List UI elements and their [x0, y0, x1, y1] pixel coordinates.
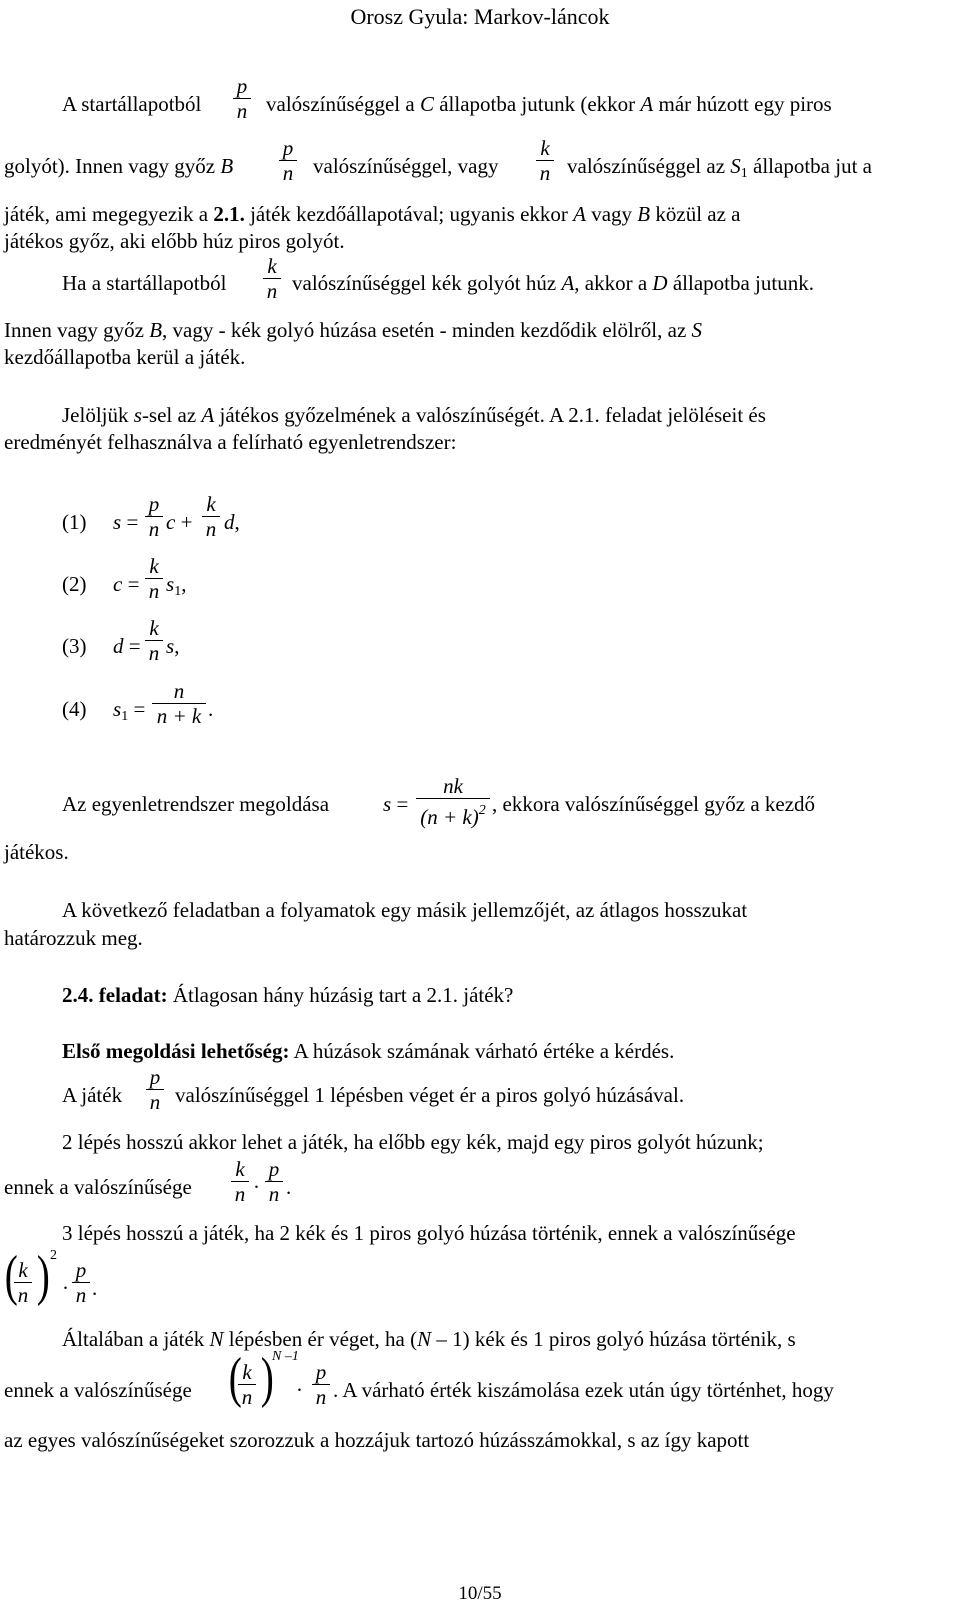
- fraction-p-n: p n: [146, 1065, 164, 1114]
- text-line: valószínűséggel az $S_1$ állapotba jut a: [567, 154, 872, 181]
- text-line: 2 lépés hosszú akkor lehet a játék, ha előbb egy kék, majd egy piros golyót húzunk;: [62, 1130, 764, 1154]
- text-line: . A várható érték kiszámolása ezek után úgy történhet, hogy: [333, 1378, 834, 1402]
- text-line: Az egyenletrendszer megoldása: [62, 792, 330, 816]
- text-line: kezdőállapotba kerül a játék.: [4, 345, 246, 369]
- text-line: eredményét felhasználva a felírható egyenletrendszer:: [4, 430, 457, 454]
- text-line: játék, ami megegyezik a 2.1. játék kezdőállapotával; ugyanis ekkor A vagy B közül az a: [4, 202, 741, 226]
- text-line: golyót). Innen vagy győz B: [4, 154, 234, 178]
- text-line: , ekkora valószínűséggel győz a kezdő: [492, 792, 816, 816]
- text-line: A játék: [62, 1083, 123, 1107]
- text-line: játékos.: [4, 840, 69, 864]
- text-line: Általában a játék N lépésben ér véget, ha (N – 1) kék és 1 piros golyó húzása történik, s: [62, 1327, 796, 1351]
- text-line: valószínűséggel a C állapotba jutunk (ekkor A már húzott egy piros: [266, 92, 832, 116]
- page-header: Orosz Gyula: Markov-láncok: [350, 4, 610, 29]
- text-line: Innen vagy győz B, vagy - kék golyó húzása esetén - minden kezdődik elölről, az S: [4, 318, 703, 342]
- fraction-p-n: p n: [279, 136, 297, 185]
- fraction-k-n: k n: [263, 254, 281, 303]
- text-line: játékos győz, aki előbb húz piros golyót.: [4, 229, 345, 253]
- text-line: Jelöljük s-sel az A játékos győzelmének a valószínűségét. A 2.1. feladat jelöléseit és: [62, 403, 766, 427]
- text-line: valószínűséggel kék golyót húz A, akkor a D állapotba jutunk.: [292, 271, 814, 295]
- text-line: A startállapotból: [62, 92, 202, 116]
- equation-solution: s =: [383, 792, 409, 816]
- text-line: ennek a valószínűsége: [4, 1378, 192, 1402]
- fraction-k-n: k n: [536, 136, 554, 185]
- fraction-nk: nk $(n + k)^2$: [416, 774, 490, 829]
- page-number: 10/55: [458, 1583, 502, 1604]
- text-line: 3 lépés hosszú a játék, ha 2 kék és 1 piros golyó húzása történik, ennek a valószínűsége: [62, 1221, 796, 1245]
- text-line: A következő feladatban a folyamatok egy másik jellemzőjét, az átlagos hosszukat: [62, 898, 748, 922]
- task-heading: 2.4. feladat: Átlagosan hány húzásig tart a 2.1. játék?: [62, 983, 514, 1007]
- text-line: valószínűséggel 1 lépésben véget ér a piros golyó húzásával.: [175, 1083, 685, 1107]
- solution-heading: Első megoldási lehetőség: A húzások számának várható értéke a kérdés.: [62, 1039, 675, 1063]
- text-line: valószínűséggel, vagy: [313, 154, 499, 178]
- fraction-p-n: p n: [233, 74, 251, 123]
- text-line: határozzuk meg.: [4, 926, 143, 950]
- text-line: az egyes valószínűségeket szorozzuk a hozzájuk tartozó húzásszámokkal, s az így kapott: [4, 1428, 750, 1452]
- text-line: ennek a valószínűsége: [4, 1175, 192, 1199]
- text-line: Ha a startállapotból: [62, 271, 227, 295]
